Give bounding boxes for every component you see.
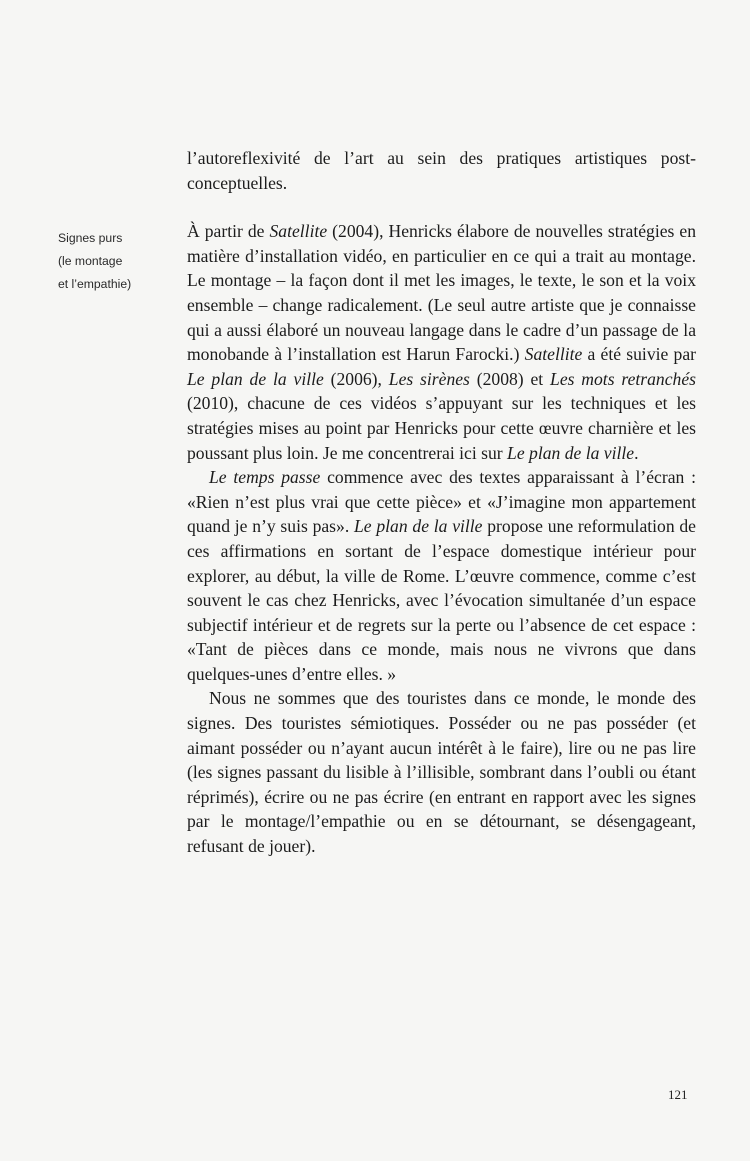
- work-title: Le plan de la ville: [354, 516, 483, 537]
- paragraph-satellite: [187, 219, 696, 465]
- text-run: (2006),: [323, 368, 389, 389]
- page-number: 121: [668, 1087, 688, 1102]
- text-run: (2010), chacune de ces vidéos s’appuyant sur les techniques et les stratégies mises au point par Henricks pour cette œuvre charnière et les poussant plus loin. Je me concentrerai ici sur: [187, 393, 696, 463]
- text-run: À partir de: [187, 221, 270, 242]
- text-run: .: [634, 442, 639, 463]
- paragraph-temps-passe: [187, 465, 696, 686]
- work-title: Le temps passe: [209, 467, 321, 488]
- work-title: Les sirènes: [388, 368, 470, 389]
- text-run: (2004), Henricks élabore de nouvelles stratégies en matière d’installation vidéo, en particulier en ce qui a trait au montage. Le montage – la façon dont il met les images, le texte, le son et la voix ensemble – change radicalement. (Le seul autre artiste que je connaisse qui a aussi élaboré un nouveau langage dans le cadre d’un passage de la monobande à l’installation est Harun Farocki.): [187, 221, 697, 365]
- margin-note-line: et l’empathie): [58, 277, 132, 291]
- work-title: Le plan de la ville: [507, 442, 635, 463]
- text-run: propose une reformulation de ces affirmations en sortant de l’espace domestique intérieur pour explorer, au début, la ville de Rome. L’œuvre commence, comme c’est souvent le cas chez Henricks, avec l’évocation simultanée d’un espace subjectif intérieur et de regrets sur la perte ou l’absence de cet espace : «Tant de pièces dans ce monde, mais nous ne vivrons que dans quelques-unes d’entre elles. »: [187, 516, 696, 684]
- body-text: [187, 146, 696, 859]
- margin-note: [58, 227, 170, 296]
- text-run: a été suivie par: [582, 344, 696, 365]
- text-run: commence avec des textes apparaissant à l’écran : «Rien n’est plus vrai que cette pièce» et «J’imagine mon appartement quand je n’y suis pas».: [187, 467, 696, 537]
- work-title: Les mots retranchés: [550, 368, 696, 389]
- paragraph-touristes: Nous ne sommes que des touristes dans ce monde, le monde des signes. Des touristes sémiotiques. Posséder ou ne pas posséder (et aimant posséder ou n’ayant aucun intérêt à le faire), lire ou ne pas lire (les signes passant du lisible à l’illisible, sombrant dans l’oubli ou étant réprimés), écrire ou ne pas écrire (en entrant en rapport avec les signes par le montage/l’empathie ou en se détournant, se désengageant, refusant de jouer).: [187, 688, 696, 857]
- margin-note-line: Signes purs: [58, 231, 123, 245]
- work-title: Le plan de la ville: [187, 368, 324, 389]
- work-title: Satellite: [524, 344, 583, 365]
- work-title: Satellite: [269, 221, 328, 242]
- margin-note-line: (le montage: [58, 254, 123, 268]
- text-run: (2008) et: [469, 368, 551, 389]
- paragraph-continuation: l’autoreflexivité de l’art au sein des pratiques artistiques post-conceptuelles.: [187, 148, 696, 193]
